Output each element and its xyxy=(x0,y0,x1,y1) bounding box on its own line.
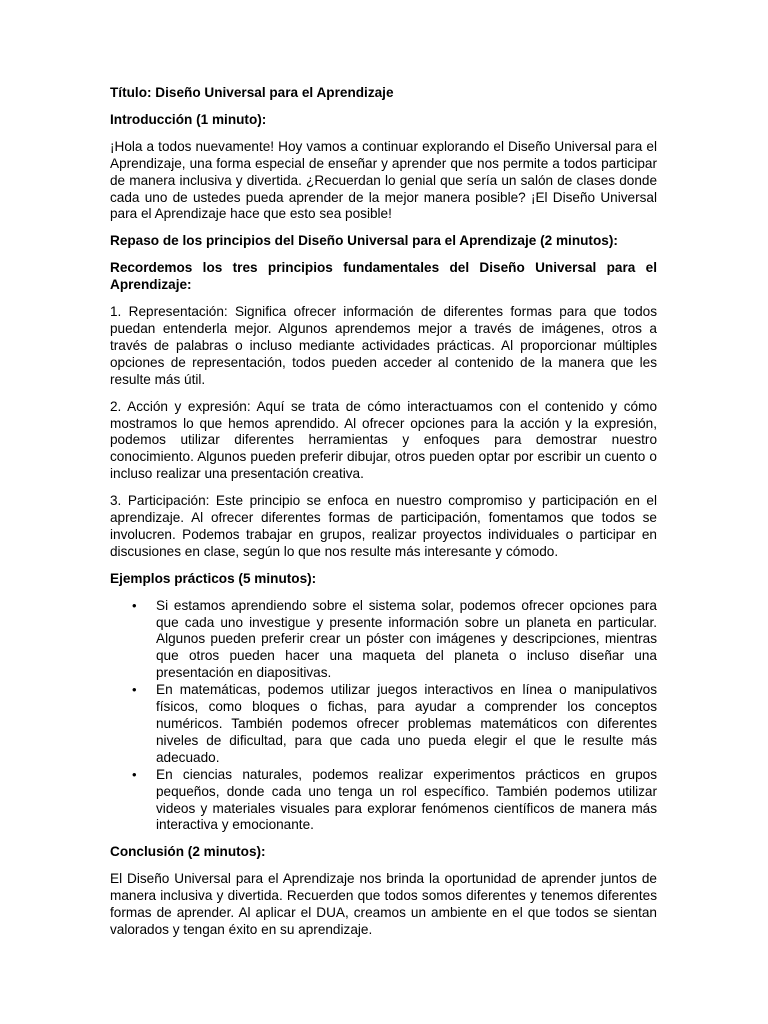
example-text: En matemáticas, podemos utilizar juegos interactivos en línea o manipulativos físicos, como bloques o fichas, para ayudar a comprender los conceptos numéricos. También podemos ofrecer problemas matemáticos con diferentes niveles de dificultad, para que cada uno pueda elegir el que le resulte más adecuado. xyxy=(156,682,657,765)
conclusion-heading: Conclusión (2 minutos): xyxy=(110,844,266,860)
document-page xyxy=(110,85,657,949)
review-heading: Repaso de los principios del Diseño Universal para el Aprendizaje (2 minutos): xyxy=(110,233,618,249)
list-item xyxy=(132,597,657,683)
examples-list xyxy=(110,598,657,835)
examples-heading: Ejemplos prácticos (5 minutos): xyxy=(110,570,317,586)
bullet-icon: • xyxy=(132,766,137,782)
principle-participation: 3. Participación: Este principio se enfoca en nuestro compromiso y participación en el aprendizaje. Al ofrecer diferentes formas de participación, fomentamos que todos se involucren. Podemos trabajar en grupos, realizar proyectos individuales o participar en discusiones en clase, según lo que nos resulte más interesante y cómodo. xyxy=(110,493,657,559)
conclusion-paragraph: El Diseño Universal para el Aprendizaje nos brinda la oportunidad de aprender juntos de manera inclusiva y divertida. Recuerden que todos somos diferentes y tenemos diferentes formas de aprender. Al aplicar el DUA, creamos un ambiente en el que todos se sientan valorados y tengan éxito en su aprendizaje. xyxy=(110,871,657,937)
list-item xyxy=(132,766,657,835)
review-subheading: Recordemos los tres principios fundamentales del Diseño Universal para el Aprendizaje: xyxy=(110,260,657,293)
example-text: En ciencias naturales, podemos realizar experimentos prácticos en grupos pequeños, donde cada uno tenga un rol específico. También podemos utilizar videos y materiales visuales para explorar fenómenos científicos de manera más interactiva y emocionante. xyxy=(156,766,657,833)
document-title: Título: Diseño Universal para el Aprendizaje xyxy=(110,85,394,100)
intro-heading: Introducción (1 minuto): xyxy=(110,111,267,127)
principle-representation: 1. Representación: Significa ofrecer información de diferentes formas para que todos puedan entenderla mejor. Algunos aprendemos mejor a través de imágenes, otros a través de palabras o incluso mediante actividades prácticas. Al proporcionar múltiples opciones de representación, todos pueden acceder al contenido de la manera que les resulte más útil. xyxy=(110,304,657,387)
bullet-icon: • xyxy=(132,682,137,698)
list-item xyxy=(132,682,657,767)
bullet-icon: • xyxy=(132,597,137,613)
example-text: Si estamos aprendiendo sobre el sistema solar, podemos ofrecer opciones para que cada uno investigue y presente información sobre un planeta en particular. Algunos pueden preferir crear un póster con imágenes y descripciones, mientras que otros pueden hacer una maqueta del planeta o incluso diseñar una presentación en diapositivas. xyxy=(156,597,657,681)
intro-paragraph: ¡Hola a todos nuevamente! Hoy vamos a continuar explorando el Diseño Universal para el Aprendizaje, una forma especial de enseñar y aprender que nos permite a todos participar de manera inclusiva y divertida. ¿Recuerdan lo genial que sería un salón de clases donde cada uno de ustedes pueda aprender de la mejor manera posible? ¡El Diseño Universal para el Aprendizaje hace que esto sea posible! xyxy=(110,138,657,222)
principle-action-expression: 2. Acción y expresión: Aquí se trata de cómo interactuamos con el contenido y cómo mostramos lo que hemos aprendido. Al ofrecer opciones para la acción y la expresión, podemos utilizar diferentes herramientas y enfoques para demostrar nuestro conocimiento. Algunos pueden preferir dibujar, otros pueden optar por escribir un cuento o incluso realizar una presentación creativa. xyxy=(110,398,657,482)
